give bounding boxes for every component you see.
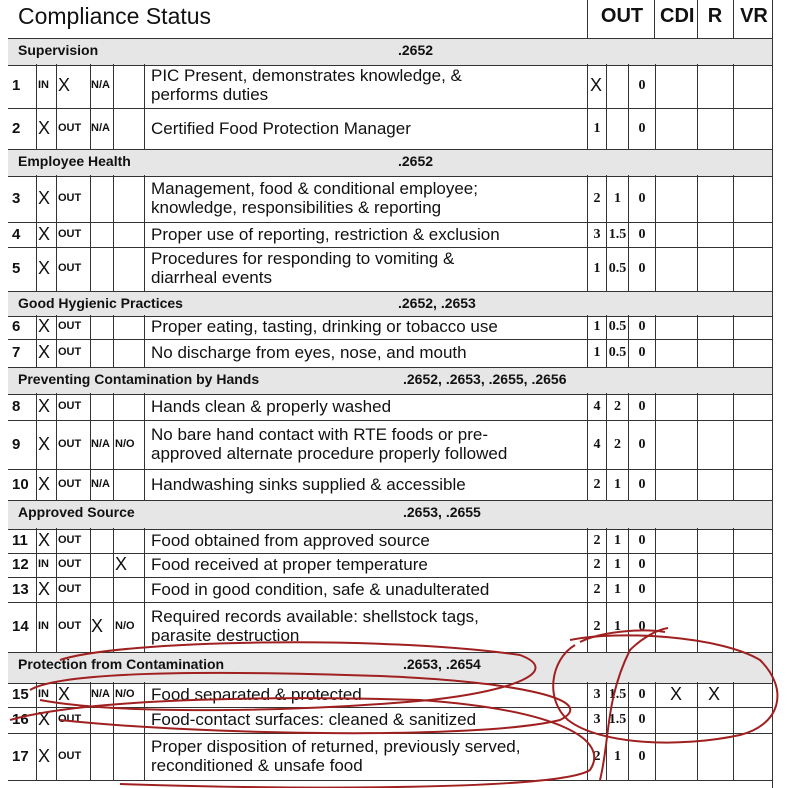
points-p2: 1 xyxy=(614,557,621,572)
item-number: 12 xyxy=(12,556,29,573)
points-p2: 1 xyxy=(614,532,621,548)
in-cell[interactable]: IN xyxy=(38,558,49,570)
item-number: 2 xyxy=(12,119,21,137)
item-description: Proper use of reporting, restriction & exclusion xyxy=(151,224,500,244)
checkmark-x-icon[interactable]: X xyxy=(38,709,51,729)
points-p3: 0 xyxy=(638,345,646,360)
section-code: .2653, .2654 xyxy=(403,656,481,672)
in-cell[interactable]: IN xyxy=(38,79,49,91)
checkmark-x-icon[interactable]: X xyxy=(58,75,71,95)
points-p3: 0 xyxy=(638,748,646,764)
na-cell[interactable]: N/A xyxy=(91,687,110,700)
item-number: 5 xyxy=(12,260,21,277)
points-p1: 4 xyxy=(593,398,601,414)
points-p3: 0 xyxy=(638,619,646,634)
points-p3: 0 xyxy=(638,120,646,136)
points-p1: 1 xyxy=(593,120,601,136)
out-cell[interactable]: OUT xyxy=(58,437,82,450)
section-title: Protection from Contamination xyxy=(18,656,225,672)
points-p3: 0 xyxy=(638,319,646,334)
item-description: Procedures for responding to vomiting & xyxy=(151,249,455,268)
item-description: Management, food & conditional employee; xyxy=(151,178,478,198)
checkmark-x-icon[interactable]: X xyxy=(670,683,683,704)
item-number: 10 xyxy=(12,475,29,493)
in-cell[interactable]: IN xyxy=(38,620,49,632)
points-p3: 0 xyxy=(638,190,646,206)
points-p2: 0.5 xyxy=(608,319,627,334)
points-p2: 1 xyxy=(614,190,621,206)
points-p2: 1.5 xyxy=(608,686,627,702)
item-number: 14 xyxy=(12,618,29,635)
checkmark-x-icon[interactable]: X xyxy=(38,342,51,362)
points-p1: 3 xyxy=(593,712,601,727)
points-p3: 0 xyxy=(638,436,646,452)
points-p1: 4 xyxy=(593,436,601,452)
section-code: .2652, .2653 xyxy=(398,295,476,311)
out-cell[interactable]: OUT xyxy=(58,713,82,725)
checkmark-x-icon[interactable]: X xyxy=(38,578,51,599)
out-cell[interactable]: OUT xyxy=(58,346,82,358)
checkmark-x-icon[interactable]: X xyxy=(91,616,104,636)
out-cell[interactable]: OUT xyxy=(58,620,82,632)
points-p2: 0.5 xyxy=(608,345,627,360)
section-title: Supervision xyxy=(18,42,99,58)
item-description: Proper eating, tasting, drinking or tobacco use xyxy=(151,317,498,336)
points-p1: 2 xyxy=(593,532,601,548)
checkmark-x-icon[interactable]: X xyxy=(38,473,51,494)
points-p2: 1 xyxy=(614,619,621,634)
item-description: No bare hand contact with RTE foods or pre- xyxy=(151,424,489,444)
item-description: No discharge from eyes, nose, and mouth xyxy=(151,343,467,362)
item-number: 11 xyxy=(12,531,28,549)
section-title: Approved Source xyxy=(18,504,135,520)
out-cell[interactable]: OUT xyxy=(58,477,82,490)
out-cell[interactable]: OUT xyxy=(58,558,82,570)
points-p3: 0 xyxy=(638,226,646,242)
no-cell[interactable]: N/O xyxy=(115,687,135,700)
vr-column-header: VR xyxy=(740,5,768,27)
checkmark-x-icon[interactable]: X xyxy=(708,683,721,704)
item-description: Hands clean & properly washed xyxy=(151,396,392,416)
out-cell[interactable]: OUT xyxy=(58,533,82,546)
checkmark-x-icon[interactable]: X xyxy=(38,117,51,138)
points-p3: 0 xyxy=(638,398,646,414)
points-p1: 1 xyxy=(593,319,601,334)
checkmark-x-icon[interactable]: X xyxy=(38,316,51,336)
out-cell[interactable]: OUT xyxy=(58,191,82,204)
checkmark-x-icon[interactable]: X xyxy=(38,433,51,454)
item-number: 13 xyxy=(12,580,29,598)
checkmark-x-icon[interactable]: X xyxy=(38,529,51,550)
na-cell[interactable]: N/A xyxy=(91,477,110,490)
r-column-header: R xyxy=(707,5,723,27)
points-p3: 0 xyxy=(638,712,646,727)
section-code: .2653, .2655 xyxy=(403,504,481,520)
points-p1: 3 xyxy=(593,226,601,242)
item-number: 17 xyxy=(12,747,29,765)
checkmark-x-icon[interactable]: X xyxy=(38,395,51,416)
out-cell[interactable]: OUT xyxy=(58,262,82,274)
points-p2: 1 xyxy=(614,748,621,764)
checkmark-x-icon[interactable]: X xyxy=(38,187,51,208)
section-code: .2652 xyxy=(398,42,434,58)
points-p1: 2 xyxy=(593,581,601,597)
no-cell[interactable]: N/O xyxy=(115,437,135,450)
item-description: Food separated & protected xyxy=(151,684,362,704)
points-p3: 0 xyxy=(638,557,646,572)
section-code: .2652, .2653, .2655, .2656 xyxy=(403,371,567,387)
item-description-line2: approved alternate procedure properly followed xyxy=(151,443,508,463)
out-cell[interactable]: OUT xyxy=(58,582,82,595)
section-code: .2652 xyxy=(398,153,434,169)
checkmark-x-icon[interactable]: X xyxy=(590,75,603,95)
checkmark-x-icon[interactable]: X xyxy=(38,223,51,244)
cdi-column-header: CDI xyxy=(660,5,695,27)
item-description-line2: parasite destruction xyxy=(151,626,300,645)
points-p1: 1 xyxy=(593,261,601,276)
item-description: Handwashing sinks supplied & accessible xyxy=(151,474,466,494)
item-description: PIC Present, demonstrates knowledge, & xyxy=(151,66,462,85)
points-p2: 1.5 xyxy=(608,712,627,727)
section-title: Preventing Contamination by Hands xyxy=(18,371,260,387)
item-number: 16 xyxy=(12,711,29,728)
na-cell[interactable]: N/A xyxy=(91,437,110,450)
item-description: Certified Food Protection Manager xyxy=(151,118,411,138)
points-p1: 3 xyxy=(593,686,601,702)
points-p2: 1 xyxy=(614,476,621,492)
no-cell[interactable]: N/O xyxy=(115,620,135,632)
item-number: 15 xyxy=(12,685,29,703)
item-description: Food received at proper temperature xyxy=(151,555,428,574)
points-p1: 2 xyxy=(593,557,601,572)
item-number: 8 xyxy=(12,397,21,415)
points-p3: 0 xyxy=(638,581,646,597)
item-number: 4 xyxy=(12,225,21,243)
out-cell[interactable]: OUT xyxy=(58,399,82,412)
checkmark-x-icon[interactable]: X xyxy=(38,258,51,278)
out-cell[interactable]: OUT xyxy=(58,749,82,762)
out-cell[interactable]: OUT xyxy=(58,121,82,134)
checkmark-x-icon[interactable]: X xyxy=(115,554,128,574)
item-description: Food in good condition, safe & unadulterated xyxy=(151,579,490,599)
na-cell[interactable]: N/A xyxy=(91,79,110,91)
section-title: Good Hygienic Practices xyxy=(18,295,183,311)
points-p1: 2 xyxy=(593,190,601,206)
points-p3: 0 xyxy=(638,476,646,492)
points-p3: 0 xyxy=(638,261,646,276)
points-p1: 2 xyxy=(593,476,601,492)
item-description: Proper disposition of returned, previously served, xyxy=(151,736,521,756)
item-number: 7 xyxy=(12,344,21,361)
points-p3: 0 xyxy=(638,78,646,93)
item-description-line2: performs duties xyxy=(151,85,269,104)
checkmark-x-icon[interactable]: X xyxy=(58,683,71,704)
item-description: Food obtained from approved source xyxy=(151,530,430,550)
points-p3: 0 xyxy=(638,686,646,702)
item-number: 3 xyxy=(12,189,21,207)
points-p2: 1.5 xyxy=(608,226,627,242)
points-p3: 0 xyxy=(638,532,646,548)
item-description-line2: reconditioned & unsafe food xyxy=(151,755,363,775)
item-description: Food-contact surfaces: cleaned & sanitized xyxy=(151,710,477,729)
na-cell[interactable]: N/A xyxy=(91,121,110,134)
points-p1: 2 xyxy=(593,619,601,634)
section-title: Employee Health xyxy=(18,153,131,169)
form-title: Compliance Status xyxy=(18,3,212,29)
out-column-header: OUT xyxy=(600,5,644,27)
points-p2: 2 xyxy=(614,436,621,452)
item-description: Required records available: shellstock tags, xyxy=(151,607,479,626)
points-p2: 1 xyxy=(614,581,621,597)
item-description-line2: knowledge, responsibilities & reporting xyxy=(151,197,442,217)
out-cell[interactable]: OUT xyxy=(58,227,82,240)
points-p2: 2 xyxy=(614,398,621,414)
item-number: 9 xyxy=(12,435,21,453)
item-number: 1 xyxy=(12,77,21,94)
points-p1: 2 xyxy=(593,748,601,764)
in-cell[interactable]: IN xyxy=(38,687,49,700)
checkmark-x-icon[interactable]: X xyxy=(38,745,51,766)
item-number: 6 xyxy=(12,318,21,335)
out-cell[interactable]: OUT xyxy=(58,320,82,332)
item-description-line2: diarrheal events xyxy=(151,268,272,287)
points-p1: 1 xyxy=(593,345,601,360)
points-p2: 0.5 xyxy=(608,261,627,276)
